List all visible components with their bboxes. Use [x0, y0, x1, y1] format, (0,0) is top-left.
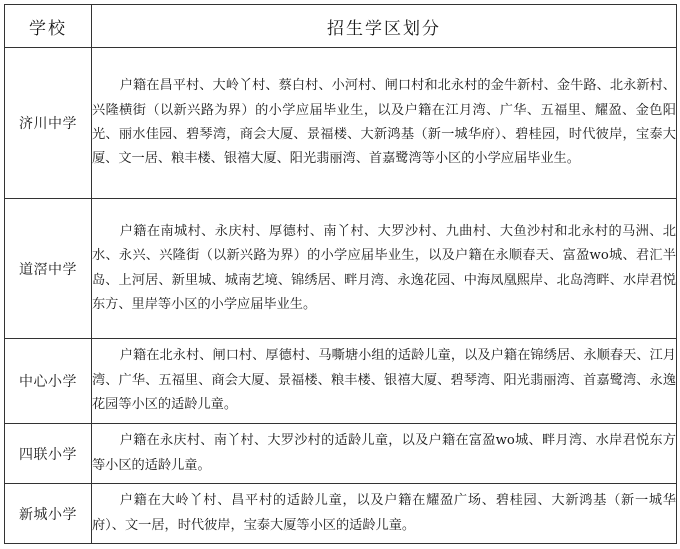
table-header-row [5, 5, 677, 48]
zone-description: 户籍在北永村、闸口村、厚德村、马嘶塘小组的适龄儿童，以及户籍在锦绣居、永顺春天、江月湾、广华、五福里、商会大厦、景福楼、粮丰楼、银禧大厦、碧琴湾、阳光翡丽湾、首嘉鹭湾、永逸花园等小区的适龄儿童。 [92, 339, 677, 424]
zone-description: 户籍在南城村、永庆村、厚德村、南丫村、大罗沙村、九曲村、大鱼沙村和北永村的马洲、北水、永兴、兴隆街（以新兴路为界）的小学应届毕业生，以及户籍在永顺春天、富盈wo城、君汇半岛、上河居、新里城、城南艺境、锦绣居、畔月湾、永逸花园、中海凤凰熙岸、北岛湾畔、水岸君悦东方、里岸等小区的小学应届毕业生。 [92, 199, 677, 339]
zone-description: 户籍在永庆村、南丫村、大罗沙村的适龄儿童，以及户籍在富盈wo城、畔月湾、水岸君悦东方等小区的适龄儿童。 [92, 424, 677, 484]
table-row [5, 339, 677, 424]
table-row [5, 424, 677, 484]
table-row [5, 199, 677, 339]
school-name: 新城小学 [5, 484, 92, 544]
enrollment-zone-table [4, 4, 677, 544]
table-row [5, 48, 677, 199]
header-zone: 招生学区划分 [92, 5, 677, 48]
table-row [5, 484, 677, 544]
zone-description: 户籍在大岭丫村、昌平村的适龄儿童，以及户籍在耀盈广场、碧桂园、大新鸿基（新一城华府）、文一居，时代彼岸，宝泰大厦等小区的适龄儿童。 [92, 484, 677, 544]
school-name: 四联小学 [5, 424, 92, 484]
school-name: 济川中学 [5, 48, 92, 199]
school-name: 道滘中学 [5, 199, 92, 339]
school-name: 中心小学 [5, 339, 92, 424]
header-school: 学校 [5, 5, 92, 48]
zone-description: 户籍在昌平村、大岭丫村、蔡白村、小河村、闸口村和北永村的金牛新村、金牛路、北永新村、兴隆横街（以新兴路为界）的小学应届毕业生，以及户籍在江月湾、广华、五福里、耀盈、金色阳光、丽水佳园、碧琴湾，商会大厦、景福楼、大新鸿基（新一城华府）、碧桂园，时代彼岸，宝泰大厦、文一居、粮丰楼、银禧大厦、阳光翡丽湾、首嘉鹭湾等小区的小学应届毕业生。 [92, 48, 677, 199]
